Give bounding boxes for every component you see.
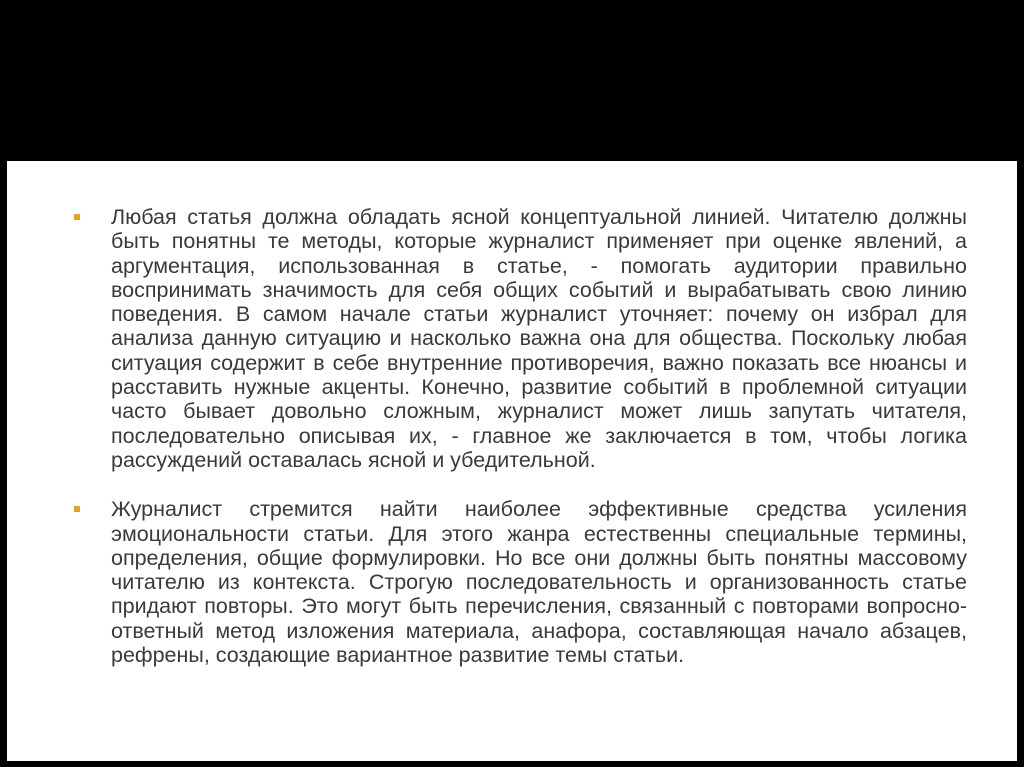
bullet-item bbox=[103, 205, 967, 472]
bullet-text: Журналист стремится найти наиболее эффективные средства усиления эмоциональности статьи. Для этого жанра естественны специальные термины, определения, общие формулировки. Но все они должны быть понятны массовому читателю из контекста. Строгую последовательность и организованность статье придают повторы. Это могут быть перечисления, связанный с повторами вопросно-ответный метод изложения материала, анафора, составляющая начало абзацев, рефрены, создающие вариантное развитие темы статьи. bbox=[111, 497, 967, 668]
title-band bbox=[0, 0, 1024, 158]
bullet-item bbox=[103, 497, 967, 667]
content-area bbox=[7, 161, 1017, 761]
bullet-list bbox=[103, 205, 967, 667]
bullet-text: Любая статья должна обладать ясной концептуальной линией. Читателю должны быть понятны те методы, которые журналист применяет при оценке явлений, а аргументация, использованная в статье, - помогать аудитории правильно воспринимать значимость для себя общих событий и вырабатывать свою линию поведения. В самом начале статьи журналист уточняет: почему он избрал для анализа данную ситуацию и насколько важна она для общества. Поскольку любая ситуация содержит в себе внутренние противоречия, важно показать все нюансы и расставить нужные акценты. Конечно, развитие событий в проблемной ситуации часто бывает довольно сложным, журналист может лишь запутать читателя, последовательно описывая их, - главное же заключается в том, чтобы логика рассуждений оставалась ясной и убедительной. bbox=[111, 205, 967, 472]
square-bullet-icon bbox=[74, 506, 80, 512]
square-bullet-icon bbox=[74, 214, 80, 220]
